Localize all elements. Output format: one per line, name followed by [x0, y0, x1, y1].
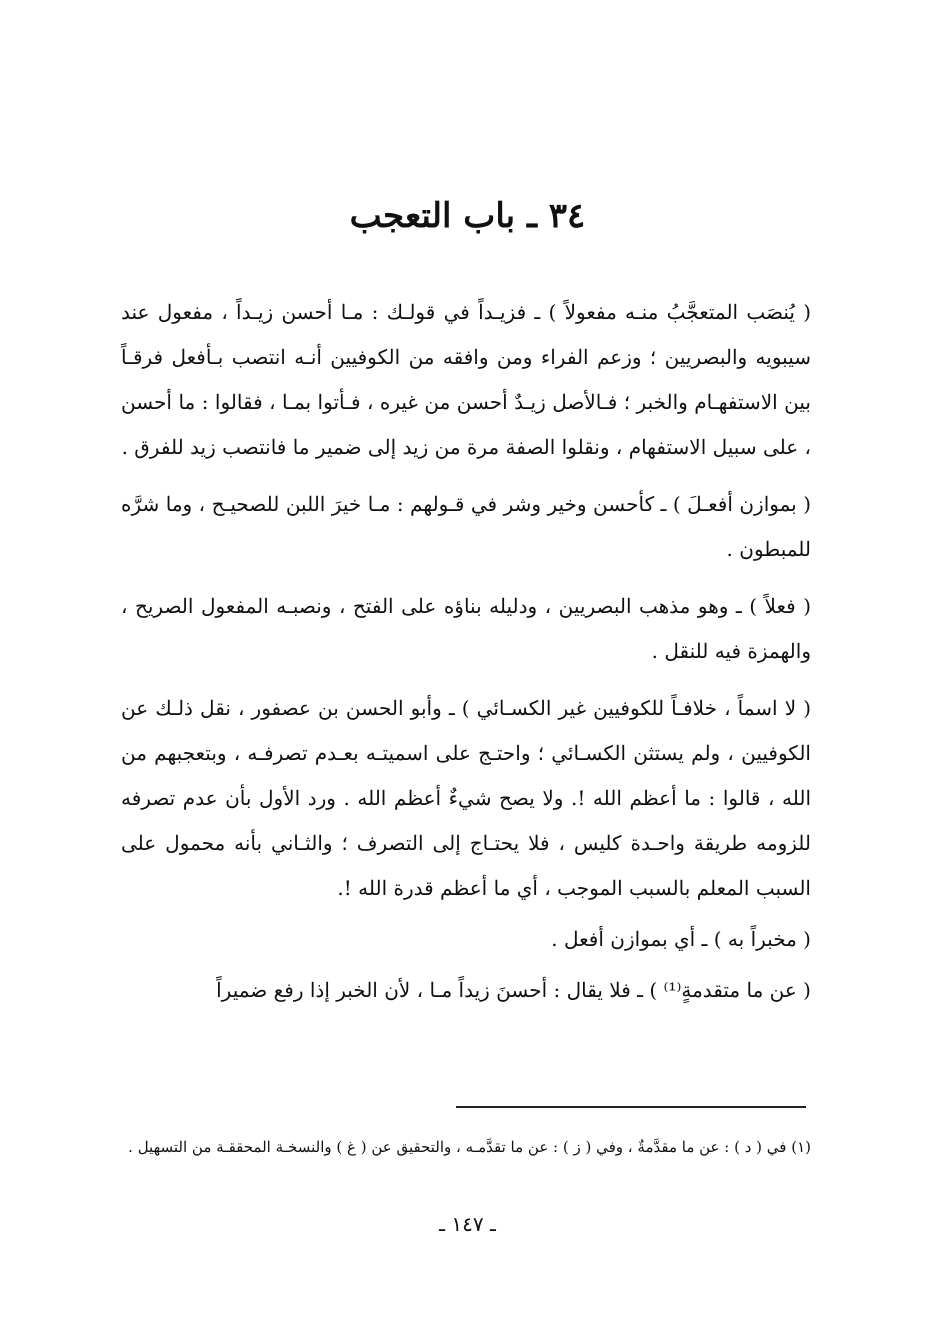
paragraph-4: ( لا اسماً ، خلافـاً للكوفيين غير الكسـائي ) ـ وأبو الحسن بن عصفور ، نقل ذلـك عن الكوفيين ، ولم يستثن الكسـائي ؛ واحتـج على اسميتـه بعـدم تصرفـه ، وبتعجبهم من الله ، قالوا : ما أعظم الله !. ولا يصح شيءٌ أعظم الله . ورد الأول بأن عدم تصرفه للزومه طريقة واحـدة كليس ، فلا يحتـاج إلى التصرف ؛ والثـاني بأنه محمول على السبب المعلم بالسبب الموجب ، أي ما أعظم قدرة الله !. [121, 696, 811, 900]
chapter-title: ٣٤ ـ باب التعجب [349, 196, 586, 236]
paragraph-5: ( مخبراً به ) ـ أي بموازن أفعل . [551, 927, 811, 951]
footnote-text: (١) في ( د ) : عن ما مقدَّمةٌ ، وفي ( ز ) : عن ما تقدَّمـه ، والتحقيق عن ( غ ) والنسخـة المحققـة من التسهيل . [128, 1138, 811, 1156]
paragraph-6: ( عن ما متقدمةٍ⁽¹⁾ ) ـ فلا يقال : أحسنَ زيداً مـا ، لأن الخبر إذا رفع ضميراً [216, 978, 811, 1002]
footnote-divider [456, 1106, 806, 1108]
main-text [121, 290, 811, 1025]
paragraph-2: ( بموازن أفعـلَ ) ـ كأحسن وخير وشر في قـولهم : مـا خيرَ اللبن للصحيـح ، وما شرَّه للمبطون . [121, 492, 812, 561]
paragraph-1: ( يُنصَب المتعجَّبُ منـه مفعولاً ) ـ فزيـداً في قولـك : مـا أحسن زيـداً ، مفعول عند سيبويه والبصريين ؛ وزعم الفراء ومن وافقه من الكوفيين أنـه انتصب بـأفعل فرقـاً بين الاستفهـام والخبر ؛ فـالأصل زيـدٌ أحسن من غيره ، فـأتوا بمـا ، فقالوا : ما أحسن ، على سبيل الاستفهام ، ونقلوا الصفة مرة من زيد إلى ضمير ما فانتصب زيد للفرق . [121, 300, 811, 459]
page-number: ـ ١٤٧ ـ [439, 1212, 496, 1236]
paragraph-3: ( فعلاً ) ـ وهو مذهب البصريين ، ودليله بناؤه على الفتح ، ونصبـه المفعول الصريح ، والهمزة فيه للنقل . [121, 594, 811, 663]
footnote [121, 1130, 811, 1164]
